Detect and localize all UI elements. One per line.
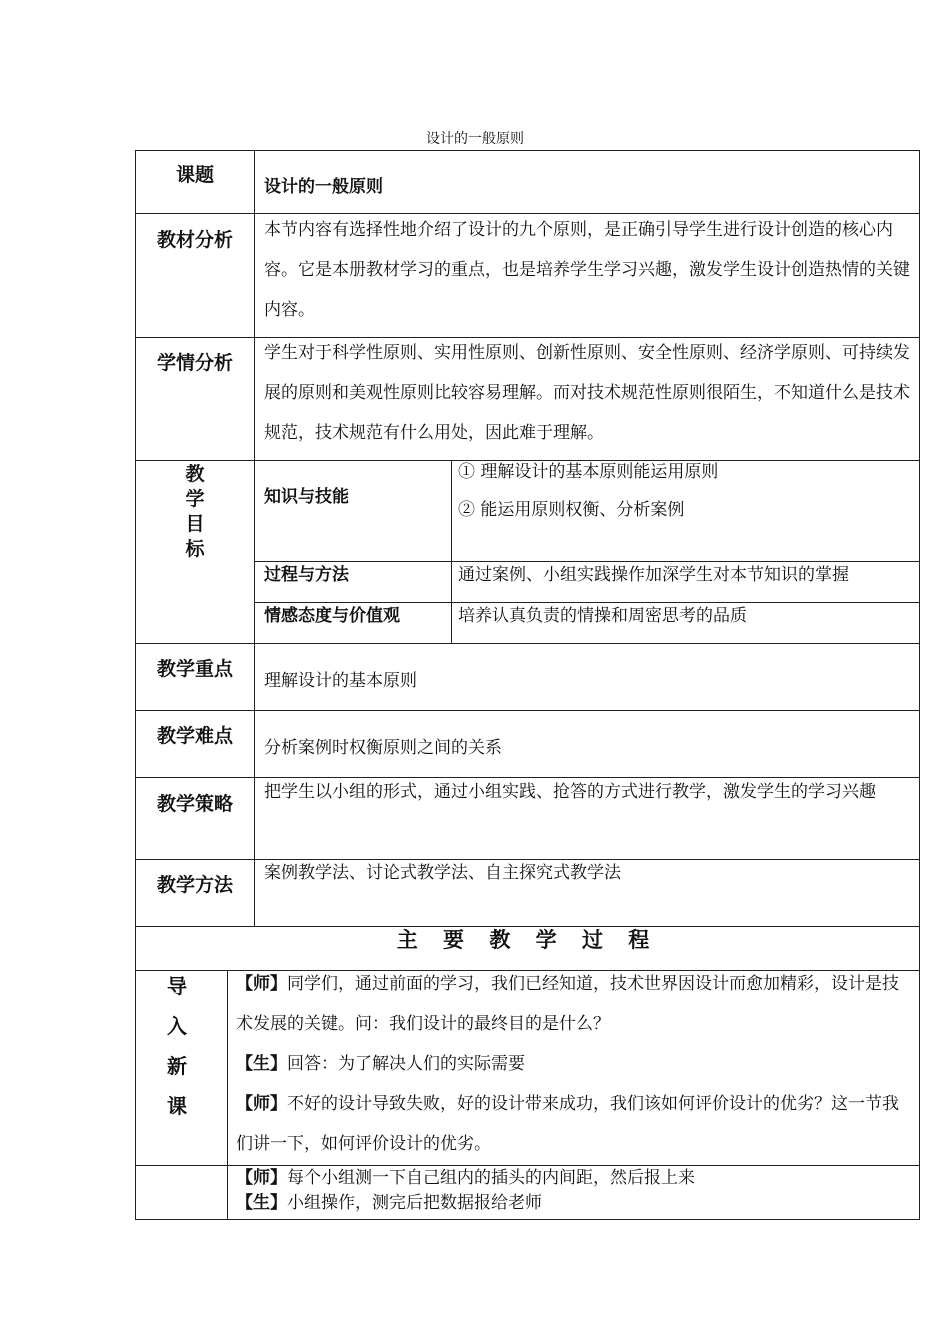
goal-process-label: 过程与方法 xyxy=(264,565,349,585)
goal-knowledge-label: 知识与技能 xyxy=(264,487,349,507)
speaker-tag: 【师】 xyxy=(236,974,287,994)
dialogue-line xyxy=(236,1044,912,1084)
topic-label: 课题 xyxy=(175,164,214,186)
document-title: 设计的一般原则 xyxy=(426,131,524,147)
dialogue-line xyxy=(236,1084,912,1164)
speaker-tag: 【师】 xyxy=(236,1094,287,1114)
key-point-value: 理解设计的基本原则 xyxy=(264,671,417,691)
material-value: 本节内容有选择性地介绍了设计的九个原则，是正确引导学生进行设计创造的核心内容。它是本册教材学习的重点，也是培养学生学习兴趣，激发学生设计创造热情的关键内容。 xyxy=(264,220,910,320)
speaker-tag: 【生】 xyxy=(236,1054,287,1074)
dialogue-text: 每个小组测一下自己组内的插头的内间距，然后报上来 xyxy=(287,1168,695,1188)
dialogue-text: 回答：为了解决人们的实际需要 xyxy=(287,1054,525,1074)
strategy-value: 把学生以小组的形式，通过小组实践、抢答的方式进行教学，激发学生的学习兴趣 xyxy=(264,782,876,802)
goals-label: 教学目标 xyxy=(185,463,205,560)
speaker-tag: 【生】 xyxy=(236,1193,287,1213)
goal-process-value: 通过案例、小组实践操作加深学生对本节知识的掌握 xyxy=(458,565,849,585)
difficulty-value: 分析案例时权衡原则之间的关系 xyxy=(264,738,502,758)
dialogue-text: 不好的设计导致失败，好的设计带来成功，我们该如何评价设计的优劣？这一节我们讲一下，如何评价设计的优劣。 xyxy=(236,1094,899,1154)
key-point-label: 教学重点 xyxy=(156,658,233,680)
goal-knowledge-line-2: ② 能运用原则权衡、分析案例 xyxy=(458,500,685,520)
dialogue-text: 同学们，通过前面的学习，我们已经知道，技术世界因设计而愈加精彩，设计是技术发展的关键。问：我们设计的最终目的是什么？ xyxy=(236,974,899,1034)
students-value: 学生对于科学性原则、实用性原则、创新性原则、安全性原则、经济学原则、可持续发展的原则和美观性原则比较容易理解。而对技术规范性原则很陌生，不知道什么是技术规范，技术规范有什么用处，因此难于理解。 xyxy=(264,343,910,443)
dialogue-line xyxy=(236,1191,912,1216)
intro-label: 导入新课 xyxy=(167,974,187,1118)
goal-attitude-label: 情感态度与价值观 xyxy=(264,606,400,626)
goal-attitude-value: 培养认真负责的情操和周密思考的品质 xyxy=(458,606,747,626)
material-label: 教材分析 xyxy=(156,229,233,251)
strategy-label: 教学策略 xyxy=(156,793,233,815)
students-label: 学情分析 xyxy=(156,352,233,374)
dialogue-line xyxy=(236,1166,912,1191)
activity-dialogue xyxy=(236,1166,912,1216)
speaker-tag: 【师】 xyxy=(236,1168,287,1188)
topic-value: 设计的一般原则 xyxy=(264,177,383,197)
method-value: 案例教学法、讨论式教学法、自主探究式教学法 xyxy=(264,863,621,883)
dialogue-text: 小组操作，测完后把数据报给老师 xyxy=(287,1193,542,1213)
difficulty-label: 教学难点 xyxy=(156,725,233,747)
goal-knowledge-line-1: ① 理解设计的基本原则能运用原则 xyxy=(458,462,719,482)
process-heading: 主 要 教 学 过 程 xyxy=(396,927,659,952)
method-label: 教学方法 xyxy=(156,874,233,896)
dialogue-line xyxy=(236,964,912,1044)
intro-dialogue xyxy=(236,964,912,1164)
